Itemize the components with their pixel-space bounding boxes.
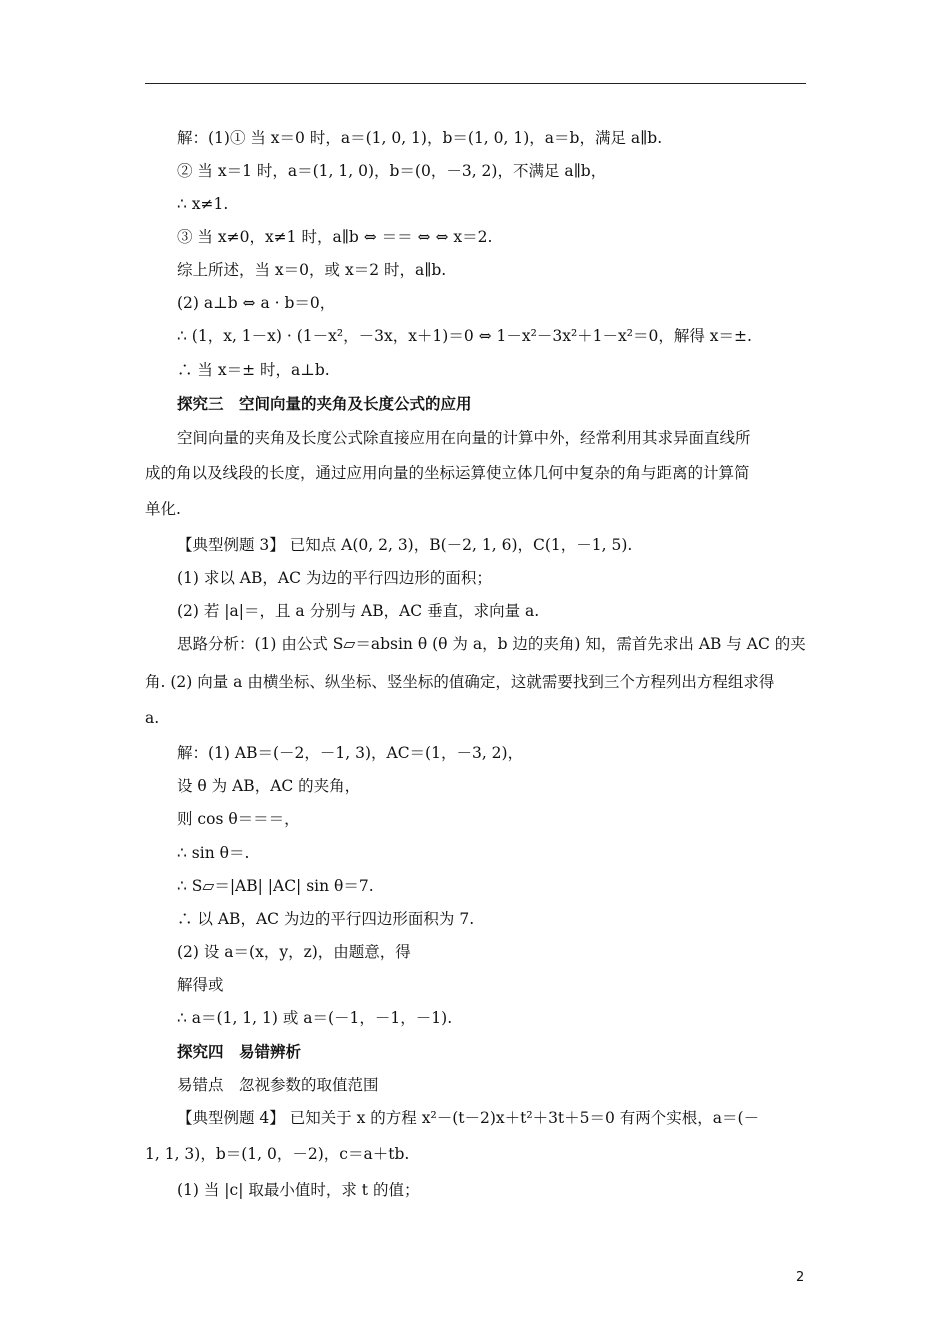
solution-3-solve: 解得或 — [177, 976, 224, 994]
solution-3-vectors: 解：(1) AB＝(－2，－1, 3)，AC＝(1，－3, 2)， — [177, 744, 524, 762]
solution-1-case-3: ③ 当 x≠0，x≠1 时，a∥b ⇔ ＝＝ ⇔ ⇔ x＝2. — [177, 228, 493, 246]
section-title-4: 探究四 易错辨析 — [177, 1042, 302, 1061]
analysis-line-3: a. — [145, 709, 160, 727]
error-point: 易错点 忽视参数的取值范围 — [177, 1076, 379, 1094]
paragraph-line-1: 空间向量的夹角及长度公式除直接应用在向量的计算中外，经常利用其求异面直线所 — [177, 429, 751, 447]
example-3-part-1: (1) 求以 AB，AC 为边的平行四边形的面积； — [177, 569, 492, 587]
solution-1-conclusion-x: ∴ x≠1. — [177, 195, 229, 213]
example-4-statement-cont: 1, 1, 3)，b＝(1, 0，－2)，c＝a＋tb. — [145, 1145, 410, 1163]
analysis-line-2: 角. (2) 向量 a 由横坐标、纵坐标、竖坐标的值确定，这就需要找到三个方程列出方程组求得 — [145, 673, 775, 691]
solution-3-part-2: (2) 设 a＝(x，y，z)，由题意，得 — [177, 943, 411, 961]
solution-2-condition: (2) a⊥b ⇔ a · b＝0， — [177, 294, 336, 312]
solution-3-area-result: ∴ 以 AB，AC 为边的平行四边形面积为 7. — [177, 910, 475, 928]
page-number: 2 — [796, 1270, 805, 1285]
solution-2-equation: ∴ (1，x, 1－x) · (1－x²，－3x，x＋1)＝0 ⇔ 1－x²－3x²＋1－x²＝0，解得 x＝±. — [177, 327, 752, 345]
solution-1-case-2: ② 当 x＝1 时，a＝(1, 1, 0)，b＝(0，－3, 2)，不满足 a∥b， — [177, 162, 607, 180]
example-4-statement: 【典型例题 4】 已知关于 x 的方程 x²－(t－2)x＋t²＋3t＋5＝0 有两个实根，a＝(－ — [177, 1109, 760, 1127]
header-rule — [145, 83, 806, 84]
solution-3-cos: 则 cos θ＝＝＝， — [177, 810, 300, 828]
paragraph-line-2: 成的角以及线段的长度，通过应用向量的坐标运算使立体几何中复杂的角与距离的计算简 — [145, 464, 750, 482]
example-3-statement: 【典型例题 3】 已知点 A(0, 2, 3)，B(－2, 1, 6)，C(1，－1, 5). — [177, 536, 633, 554]
solution-3-area: ∴ S▱＝|AB| |AC| sin θ＝7. — [177, 877, 374, 895]
solution-3-answer: ∴ a＝(1, 1, 1) 或 a＝(－1，－1，－1). — [177, 1009, 453, 1027]
solution-1-summary: 综上所述，当 x＝0，或 x＝2 时，a∥b. — [177, 261, 447, 279]
solution-3-angle: 设 θ 为 AB，AC 的夹角， — [177, 777, 361, 795]
solution-1-case-1: 解：(1)① 当 x＝0 时，a＝(1, 0, 1)，b＝(1, 0, 1)，a＝b，满足 a∥b. — [177, 129, 663, 147]
paragraph-line-3: 单化. — [145, 500, 181, 518]
solution-3-sin: ∴ sin θ＝. — [177, 844, 250, 862]
example-4-part-1: (1) 当 |c| 取最小值时，求 t 的值； — [177, 1181, 420, 1199]
analysis-line-1: 思路分析：(1) 由公式 S▱＝absin θ (θ 为 a，b 边的夹角) 知，需首先求出 AB 与 AC 的夹 — [177, 635, 806, 653]
section-title-3: 探究三 空间向量的夹角及长度公式的应用 — [177, 394, 472, 413]
solution-2-result: ∴ 当 x＝± 时，a⊥b. — [177, 361, 330, 379]
example-3-part-2: (2) 若 |a|＝，且 a 分别与 AB，AC 垂直，求向量 a. — [177, 602, 540, 620]
